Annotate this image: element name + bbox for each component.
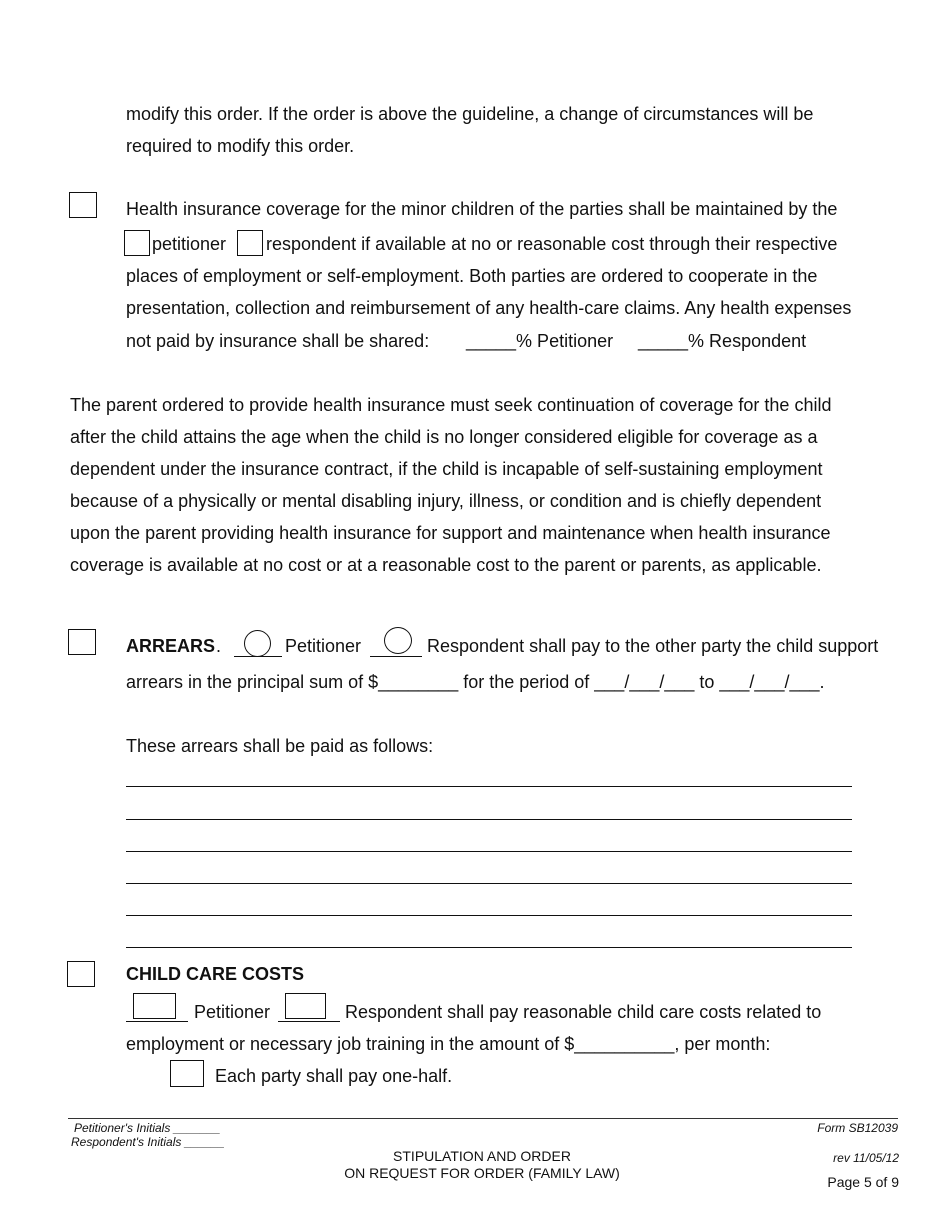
arrears-payment-line[interactable] <box>126 851 852 852</box>
arrears-payment-line[interactable] <box>126 915 852 916</box>
arrears-heading-period: . <box>216 636 222 656</box>
continuation-line-5: upon the parent providing health insurance for support and maintenance when health insurance <box>70 523 831 543</box>
continuation-line-6: coverage is available at no cost or at a reasonable cost to the parent or parents, as applicable. <box>70 555 822 575</box>
health-respondent-percent[interactable]: _____% Respondent <box>638 331 807 351</box>
arrears-line-2[interactable]: arrears in the principal sum of $________ for the period of ___/___/___ to ___/___/___. <box>126 672 825 692</box>
continuation-line-4: because of a physically or mental disabling injury, illness, or condition and is chiefly dependent <box>70 491 822 511</box>
arrears-respondent-line: Respondent shall pay to the other party the child support <box>427 636 879 656</box>
child-care-respondent-checkbox[interactable] <box>285 993 326 1019</box>
health-petitioner-label: petitioner <box>152 234 227 254</box>
respondent-initials[interactable]: Respondent's Initials ______ <box>71 1135 225 1149</box>
child-care-half-checkbox[interactable] <box>170 1060 204 1087</box>
footer-title-line-2: ON REQUEST FOR ORDER (FAMILY LAW) <box>344 1165 620 1181</box>
child-care-checkbox[interactable] <box>67 961 95 987</box>
arrears-payment-line[interactable] <box>126 947 852 948</box>
child-care-petitioner-checkbox[interactable] <box>133 993 176 1019</box>
arrears-payment-line[interactable] <box>126 819 852 820</box>
arrears-heading: ARREARS <box>126 636 216 656</box>
health-respondent-line: respondent if available at no or reasonable cost through their respective <box>266 234 838 254</box>
arrears-petitioner-radio[interactable] <box>244 630 271 657</box>
health-line-4: presentation, collection and reimbursement of any health-care claims. Any health expenses <box>126 298 852 318</box>
arrears-petitioner-label: Petitioner <box>285 636 362 656</box>
petitioner-initials[interactable]: Petitioner's Initials _______ <box>74 1121 221 1135</box>
child-care-petitioner-label: Petitioner <box>194 1002 271 1022</box>
child-care-petitioner-blank <box>126 1021 188 1022</box>
arrears-checkbox[interactable] <box>68 629 96 655</box>
child-care-half-label: Each party shall pay one-half. <box>215 1066 453 1086</box>
health-line-1: Health insurance coverage for the minor children of the parties shall be maintained by the <box>126 199 838 219</box>
child-care-line-2[interactable]: employment or necessary job training in the amount of $__________, per month: <box>126 1034 771 1054</box>
arrears-paid-as-follows: These arrears shall be paid as follows: <box>126 736 434 756</box>
footer-title-line-1: STIPULATION AND ORDER <box>393 1148 571 1164</box>
continuation-line-2: after the child attains the age when the child is no longer considered eligible for coverage as a <box>70 427 818 447</box>
revision-date: rev 11/05/12 <box>833 1151 899 1165</box>
health-line-3: places of employment or self-employment. Both parties are ordered to cooperate in the <box>126 266 818 286</box>
footer-divider <box>68 1118 898 1119</box>
page-number: Page 5 of 9 <box>827 1174 899 1190</box>
health-line-5: not paid by insurance shall be shared: <box>126 331 430 351</box>
child-care-respondent-blank <box>278 1021 340 1022</box>
child-care-respondent-line: Respondent shall pay reasonable child care costs related to <box>345 1002 822 1022</box>
arrears-payment-line[interactable] <box>126 786 852 787</box>
arrears-respondent-radio[interactable] <box>384 627 412 654</box>
health-petitioner-checkbox[interactable] <box>124 230 150 256</box>
continuation-line-3: dependent under the insurance contract, if the child is incapable of self-sustaining employment <box>70 459 823 479</box>
continuation-line-1: The parent ordered to provide health insurance must seek continuation of coverage for the child <box>70 395 832 415</box>
health-petitioner-percent[interactable]: _____% Petitioner <box>466 331 614 351</box>
health-insurance-checkbox[interactable] <box>69 192 97 218</box>
arrears-payment-line[interactable] <box>126 883 852 884</box>
health-respondent-checkbox[interactable] <box>237 230 263 256</box>
arrears-respondent-blank <box>370 656 422 657</box>
intro-line-2: required to modify this order. <box>126 136 355 156</box>
form-number: Form SB12039 <box>817 1121 898 1135</box>
intro-line-1: modify this order. If the order is above the guideline, a change of circumstances will be <box>126 104 814 124</box>
child-care-heading: CHILD CARE COSTS <box>126 964 305 984</box>
